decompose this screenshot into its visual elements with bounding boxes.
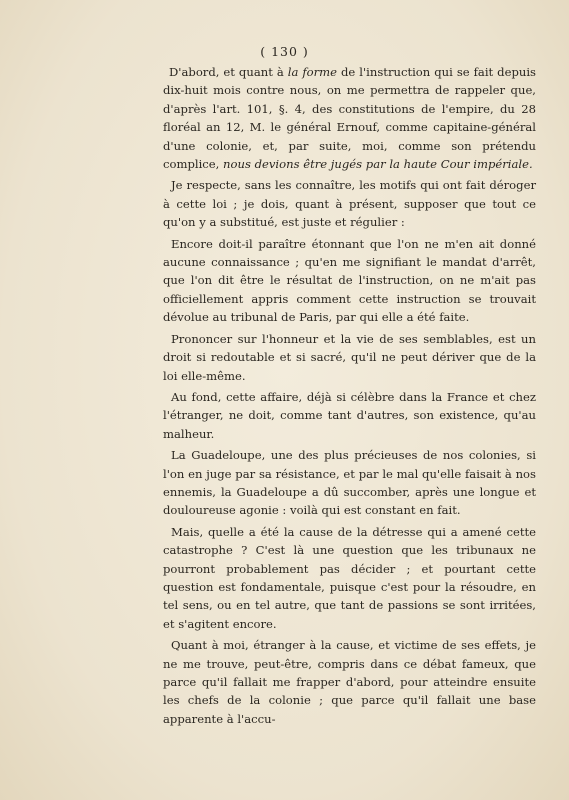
text-segment: Mais, quelle a été la cause de la détresse qui a amené cette catastrophe ? C'est là une question que les tribunaux ne pourront probablement pas décider ; et pourtant cette question est fondamentale, puisque c'est pour la résoudre, en tel sens, ou en tel autre, que tant de passions se sont irritées, et s'agitent encore. [163,524,536,631]
paragraph [163,636,536,728]
text-segment: La Guadeloupe, une des plus précieuses de nos colonies, si l'on en juge par sa résistance, et par le mal qu'elle faisait à nos ennemis, la Guadeloupe a dû succomber, après une longue et douloureuse agonie : voilà qui est constant en fait. [163,448,536,518]
text-segment: Je respecte, sans les connaître, les motifs qui ont fait déroger à cette loi ; je dois, quant à présent, supposer que tout ce qu'on y a substitué, est juste et régulier : [163,178,536,230]
paragraph [163,523,536,633]
body-text [163,63,536,731]
text-segment: de l'instruction qui se fait depuis dix-huit mois contre nous, on me permettra de rappeler que, d'après l'art. 101, §. 4, des constitutions de l'empire, du 28 floréal an 12, M. le général Ernouf, comme capitaine-général d'une colonie, et, par suite, moi, comme son prétendu complice, [163,65,536,172]
italic-text: la forme [287,65,338,79]
page-number: ( 130 ) [260,44,309,59]
paragraph [163,235,536,327]
paragraph [163,176,536,231]
text-segment: Encore doit-il paraître étonnant que l'on ne m'en ait donné aucune connaissance ; qu'en me signifiant le mandat d'arrêt, que l'on dit être le résultat de l'instruction, on ne m'ait pas officiellement appris comment cette instruction se trouvait dévolue au tribunal de Paris, par qui elle a été faite. [163,236,536,325]
paragraph [163,388,536,443]
text-segment: Prononcer sur l'honneur et la vie de ses semblables, est un droit si redoutable et si sacré, qu'il ne peut dériver que de la loi elle-même. [163,331,536,383]
paragraph [163,63,536,173]
text-segment: D'abord, et quant à [169,65,288,79]
italic-text: nous devions être jugés par la haute Cour impériale. [223,157,533,172]
text-segment: Au fond, cette affaire, déjà si célèbre dans la France et chez l'étranger, ne doit, comme tant d'autres, son existence, qu'au malheur. [163,389,536,441]
text-segment: Quant à moi, étranger à la cause, et victime de ses effets, je ne me trouve, peut-être, compris dans ce débat fameux, que parce qu'il fallait me frapper d'abord, pour atteindre ensuite les chefs de la colonie ; que parce qu'il fallait une base apparente à l'accu- [163,638,536,726]
paragraph [163,330,536,385]
paragraph [163,446,536,520]
